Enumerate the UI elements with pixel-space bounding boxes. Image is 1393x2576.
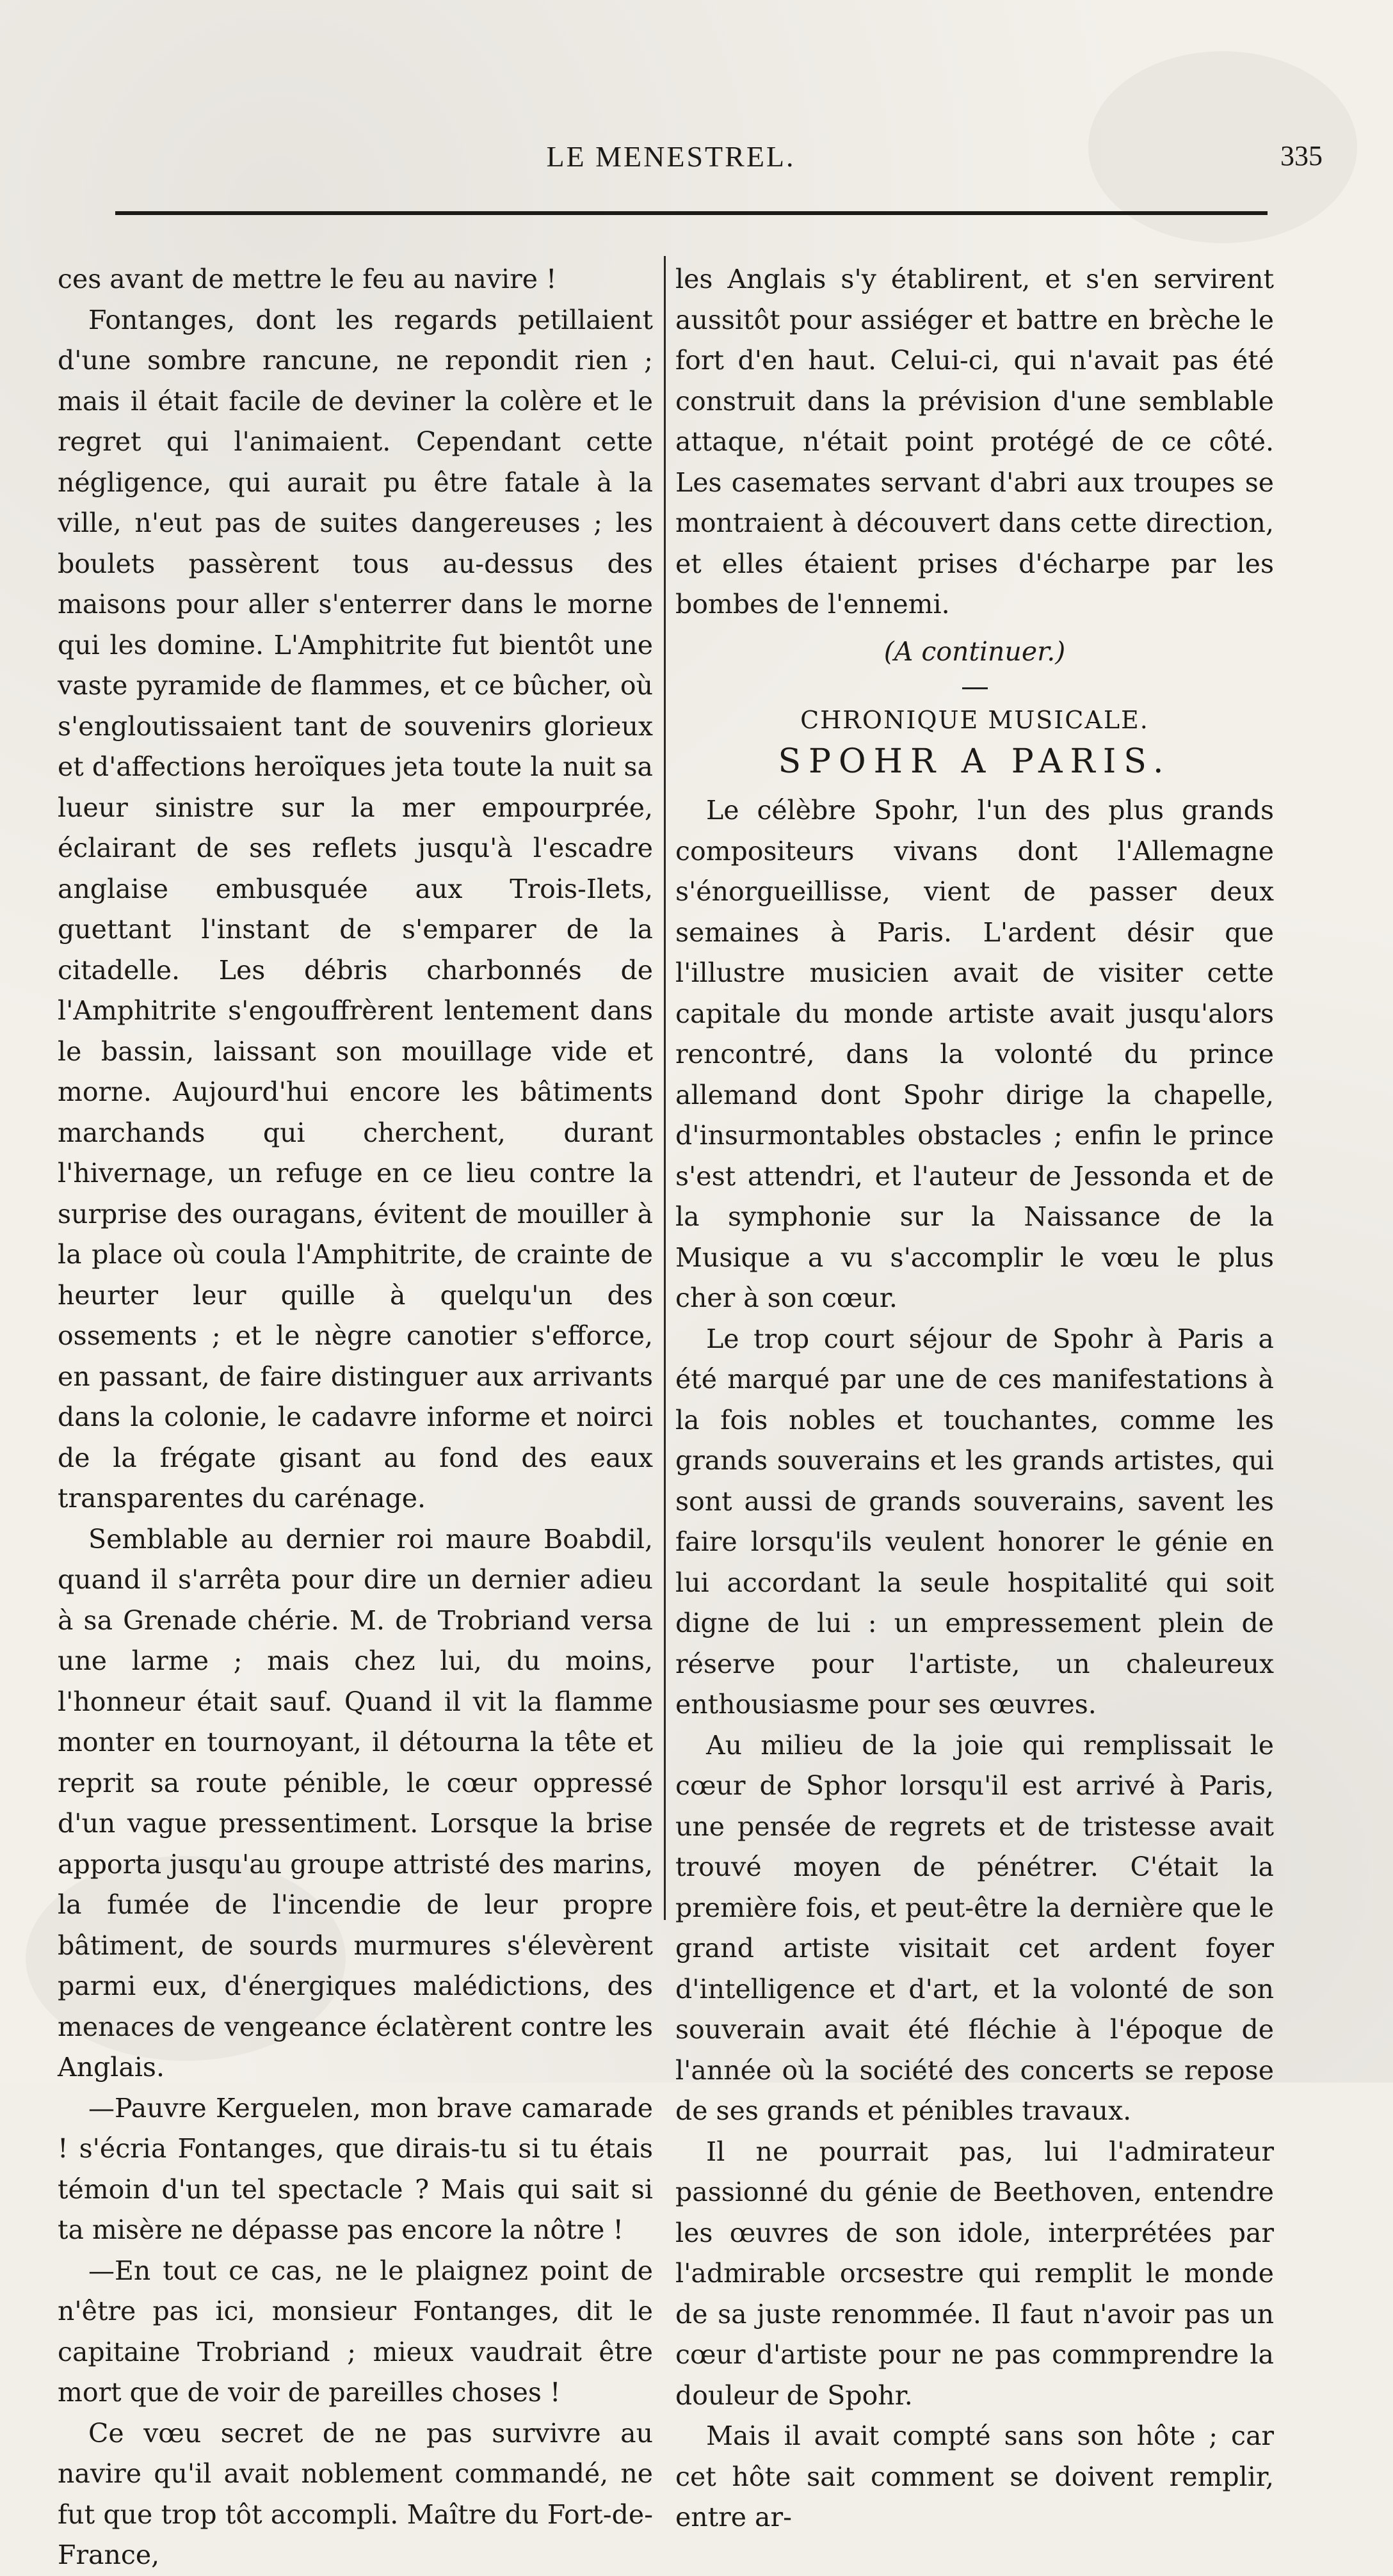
running-title: LE MENESTREL. xyxy=(546,140,796,173)
paragraph: Le célèbre Spohr, l'un des plus grands compositeurs vivans dont l'Allemagne s'énorgueillisse, vient de passer deux semaines à Paris. L'ardent désir que l'illustre musicien avait de visiter cette capitale du monde artiste avait jusqu'alors rencontré, dans la volonté du prince allemand dont Spohr dirige la chapelle, d'insurmontables obstacles ; enfin le prince s'est attendri, et l'auteur de Jessonda et de la symphonie sur la Naissance de la Musique a vu s'accomplir le vœu le plus cher à son cœur. xyxy=(675,795,1274,1313)
section-heading: CHRONIQUE MUSICALE. xyxy=(800,706,1149,734)
column-separator xyxy=(664,256,666,1920)
header-rule xyxy=(115,211,1268,215)
page-header xyxy=(58,140,1323,184)
section-divider xyxy=(962,687,988,689)
paragraph: Semblable au dernier roi maure Boabdil, quand il s'arrêta pour dire un dernier adieu à sa Grenade chérie. M. de Trobriand versa une larme ; mais chez lui, du moins, l'honneur était sauf. Quand il vit la flamme monter en tournoyant, il détourna la tête et reprit sa route pénible, le cœur oppressé d'un vague pressentiment. Lorsque la brise apporta jusqu'au groupe attristé des marins, la fumée de l'incendie de leur propre bâtiment, de sourds murmures s'élevèrent parmi eux, d'énergiques malédictions, des menaces de vengeance éclatèrent contre les Anglais. xyxy=(58,1523,653,2083)
paragraph: les Anglais s'y établirent, et s'en servirent aussitôt pour assiéger et battre en brèche le fort d'en haut. Celui-ci, qui n'avait pas été construit dans la prévision d'une semblable attaque, n'était point protégé de ce côté. Les casemates servant d'abri aux troupes se montraient à découvert dans cette direction, et elles étaient prises d'écharpe par les bombes de l'ennemi. xyxy=(675,264,1274,620)
left-column xyxy=(58,259,653,2570)
continuation-note: (A continuer.) xyxy=(883,636,1066,667)
paragraph: Le trop court séjour de Spohr à Paris a été marqué par une de ces manifestations à la fois nobles et touchantes, comme les grands souverains et les grands artistes, qui sont aussi de grands souverains, savent les faire lorsqu'ils veulent honorer le génie en lui accordant la seule hospitalité qui soit digne de lui : un empressement plein de réserve pour l'artiste, un chaleureux enthousiasme pour ses œuvres. xyxy=(675,1323,1274,1720)
paragraph: Au milieu de la joie qui remplissait le cœur de Sphor lorsqu'il est arrivé à Paris, une pensée de regrets et de tristesse avait trouvé moyen de pénétrer. C'était la première fois, et peut-être la dernière que le grand artiste visitait cet ardent foyer d'intelligence et d'art, et la volonté de son souverain avait été fléchie à l'époque de l'année où la société des concerts se repose de ses grands et pénibles travaux. xyxy=(675,1729,1274,2126)
paragraph: Ce vœu secret de ne pas survivre au navire qu'il avait noblement commandé, ne fut que trop tôt accompli. Maître du Fort-de-France, xyxy=(58,2417,653,2570)
paragraph: —En tout ce cas, ne le plaignez point de n'être pas ici, monsieur Fontanges, dit le capitaine Trobriand ; mieux vaudrait être mort que de voir de pareilles choses ! xyxy=(58,2255,653,2408)
right-column xyxy=(675,259,1274,2532)
paragraph: ces avant de mettre le feu au navire ! xyxy=(58,264,557,294)
page-number: 335 xyxy=(1280,140,1323,172)
article-title: SPOHR A PARIS. xyxy=(778,742,1172,781)
paragraph: —Pauvre Kerguelen, mon brave camarade ! s'écria Fontanges, que dirais-tu si tu étais témoin d'un tel spectacle ? Mais qui sait si ta misère ne dépasse pas encore la nôtre ! xyxy=(58,2092,653,2245)
paragraph: Mais il avait compté sans son hôte ; car cet hôte sait comment se doivent remplir, entre ar- xyxy=(675,2420,1274,2532)
paragraph: Fontanges, dont les regards petillaient d'une sombre rancune, ne repondit rien ; mais il était facile de deviner la colère et le regret qui l'animaient. Cependant cette négligence, qui aurait pu être fatale à la ville, n'eut pas de suites dangereuses ; les boulets passèrent tous au-dessus des maisons pour aller s'enterrer dans le morne qui les domine. L'Amphitrite fut bientôt une vaste pyramide de flammes, et ce bûcher, où s'engloutissaient tant de souvenirs glorieux et d'affections heroïques jeta toute la nuit sa lueur sinistre sur la mer empourprée, éclairant de ses reflets jusqu'à l'escadre anglaise embusquée aux Trois-Ilets, guettant l'instant de s'emparer de la citadelle. Les débris charbonnés de l'Amphitrite s'engouffrèrent lentement dans le bassin, laissant son mouillage vide et morne. Aujourd'hui encore les bâtiments marchands qui cherchent, durant l'hivernage, un refuge en ce lieu contre la surprise des ouragans, évitent de mouiller à la place où coula l'Amphitrite, de crainte de heurter leur quille à quelqu'un des ossements ; et le nègre canotier s'efforce, en passant, de faire distinguer aux arrivants dans la colonie, le cadavre informe et noirci de la frégate gisant au fond des eaux transparentes du carénage. xyxy=(58,304,653,1514)
paragraph: Il ne pourrait pas, lui l'admirateur passionné du génie de Beethoven, entendre les œuvres de son idole, interprétées par l'admirable orcsestre qui remplit le monde de sa juste renommée. Il faut n'avoir pas un cœur d'artiste pour ne pas commprendre la douleur de Spohr. xyxy=(675,2136,1274,2411)
